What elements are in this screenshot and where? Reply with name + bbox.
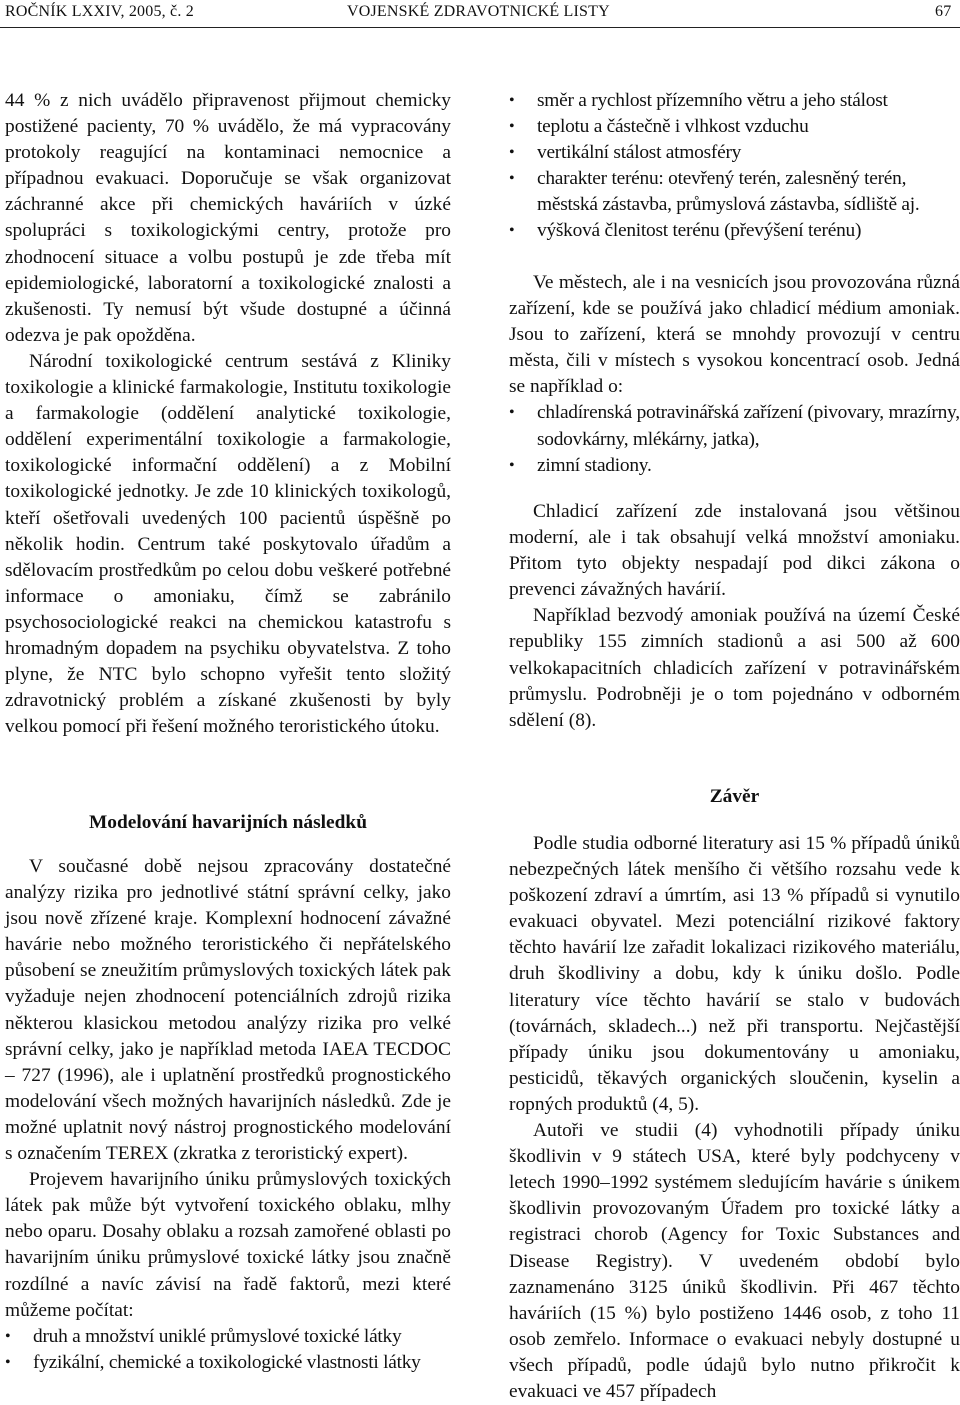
bullet-list	[509, 400, 960, 478]
bullet-list	[5, 1324, 451, 1376]
section-heading: Modelování havarijních následků	[89, 812, 367, 833]
list-item: • teplotu a částečně i vlhkost vzduchu	[509, 114, 960, 140]
list-item: • charakter terénu: otevřený terén, zalesněný terén, městská zástavba, průmyslová zástavba, sídliště aj.	[509, 166, 960, 218]
right-column-lower	[509, 499, 960, 734]
right-column-middle	[509, 270, 960, 479]
paragraph: Chladicí zařízení zde instalovaná jsou většinou moderní, ale i tak obsahují velká množství amoniaku. Přitom tyto objekty nespadají pod dikci zákona o prevenci závažných havárií.	[509, 501, 960, 601]
journal-volume: ROČNÍK LXXIV, 2005, č. 2	[5, 3, 194, 20]
list-item: • druh a množství uniklé průmyslové toxické látky	[5, 1324, 451, 1350]
journal-title: VOJENSKÉ ZDRAVOTNICKÉ LISTY	[347, 3, 610, 20]
right-column-bottom	[509, 831, 960, 1405]
list-item: • fyzikální, chemické a toxikologické vlastnosti látky	[5, 1350, 451, 1376]
left-column-bottom	[5, 854, 451, 1376]
paragraph: Projevem havarijního úniku průmyslových toxických látek pak může být vytvoření toxického oblaku, mlhy nebo oparu. Dosahy oblaku a rozsah zamořené oblasti po havarijním úniku průmyslové toxické látky jsou značně rozdílné a navíc závisí na řadě faktorů, mezi které můžeme počítat:	[5, 1169, 451, 1321]
paragraph: 44 % z nich uvádělo připravenost přijmout chemicky postižené pacienty, 70 % uvádělo, že má vypracovány protokoly reagující na kontaminaci nemocnice a případnou evakuaci. Doporučuje se však organizovat záchranné akce při chemických haváriích v úzké spolupráci s toxikologickými centry, protože pro zhodnocení situace a volbu postupů je zde třeba mít epidemiologické, laboratorní a toxikologické znalosti a zkušenosti. Ty nemusí být všude dostupné a účinná odezva je pak opožděna.	[5, 90, 451, 346]
paragraph: Například bezvodý amoniak používá na území České republiky 155 zimních stadionů a asi 500 až 600 velkokapacitních chladicích zařízení v potravinářském průmyslu. Podrobněji je o tom pojednáno v odborném sdělení (8).	[509, 605, 960, 731]
section-heading: Závěr	[709, 786, 760, 807]
list-item: • zimní stadiony.	[509, 453, 960, 479]
list-item: • výšková členitost terénu (převýšení terénu)	[509, 218, 960, 244]
paragraph: Autoři ve studii (4) vyhodnotili případy úniku škodlivin v 9 státech USA, které byly podchyceny v letech 1990–1992 systémem sledujícím havárie s únikem škodlivin provozovaným Úřadem pro toxické látky a registraci chorob (Agency for Toxic Substances and Disease Registry). V uvedeném období bylo zaznamenáno 3125 úniků škodlivin. Při 467 těchto haváriích (15 %) bylo postiženo 1446 osob, z toho 11 osob zemřelo. Informace o evakuaci nebyly dostupné u všech případů, podle údajů bylo nutno přikročit k evakuaci ve 457 případech	[509, 1120, 960, 1402]
running-header	[0, 0, 960, 28]
left-column-top	[5, 88, 451, 740]
paragraph: Podle studia odborné literatury asi 15 % případů úniků nebezpečných látek menšího či většího rozsahu vede k poškození zdraví a úmrtím, asi 13 % případů si vynutilo evakuaci obyvatel. Mezi potenciální rizikové faktory těchto havárií lze zařadit lokalizaci rizikového materiálu, druh škodliviny a dobu, kdy k úniku došlo. Podle literatury více těchto havárií se stalo v budovách (továrnách, skladech...) než při transportu. Nejčastější případy úniku jsou dokumentovány u amoniaku, pesticidů, těkavých organických sloučenin, kyselin a ropných produktů (4, 5).	[509, 833, 960, 1115]
page-number: 67	[935, 3, 952, 20]
list-item: • chladírenská potravinářská zařízení (pivovary, mrazírny, sodovkárny, mlékárny, jatka),	[509, 400, 960, 452]
bullet-list	[509, 88, 960, 245]
right-column-top	[509, 88, 960, 245]
paragraph: Národní toxikologické centrum sestává z Kliniky toxikologie a klinické farmakologie, Institutu toxikologie a farmakologie (oddělení analytické toxikologie, oddělení experimentální toxikologie a farmakologie, toxikologické informační oddělení) a z Mobilní toxikologické jednotky. Je zde 10 klinických toxikologů, kteří ošetřovali uvedených 100 pacientů úspěšně po několik hodin. Centrum také poskytovalo úřadům a sdělovacím prostředkům po celou dobu veškeré potřebné informace o amoniaku, čímž se zabránilo psychosociologické reakci na chemickou katastrofu s hromadným dopadem na psychiku obyvatelstva. Z toho plyne, že NTC bylo schopno vyřešit tento složitý zdravotnický problém a získané zkušenosti by byly velkou pomocí při řešení možného teroristického útoku.	[5, 350, 451, 738]
paragraph: Ve městech, ale i na vesnicích jsou provozována různá zařízení, kde se používá jako chladicí médium amoniak. Jsou to zařízení, která se mnohdy provozují v centru města, čili v místech s vysokou koncentrací osob. Jedná se například o:	[509, 272, 960, 398]
list-item: • směr a rychlost přízemního větru a jeho stálost	[509, 88, 960, 114]
paragraph: V současné době nejsou zpracovány dostatečné analýzy rizika pro jednotlivé státní správní celky, jako jsou nově zřízené kraje. Komplexní hodnocení závažné havárie nebo možného teroristického či nepřátelského působení se zneužitím průmyslových toxických látek pak vyžaduje nejen zhodnocení potenciálních zdrojů rizika některou klasickou metodou analýzy rizika pro velké správní celky, jako je například metoda IAEA TECDOC – 727 (1996), ale i uplatnění prostředků prognostického modelování všech možných havarijních následků. Zde je možné uplatnit nový nástroj prognostického modelování s označením TEREX (zkratka z teroristický expert).	[5, 856, 451, 1165]
list-item: • vertikální stálost atmosféry	[509, 140, 960, 166]
